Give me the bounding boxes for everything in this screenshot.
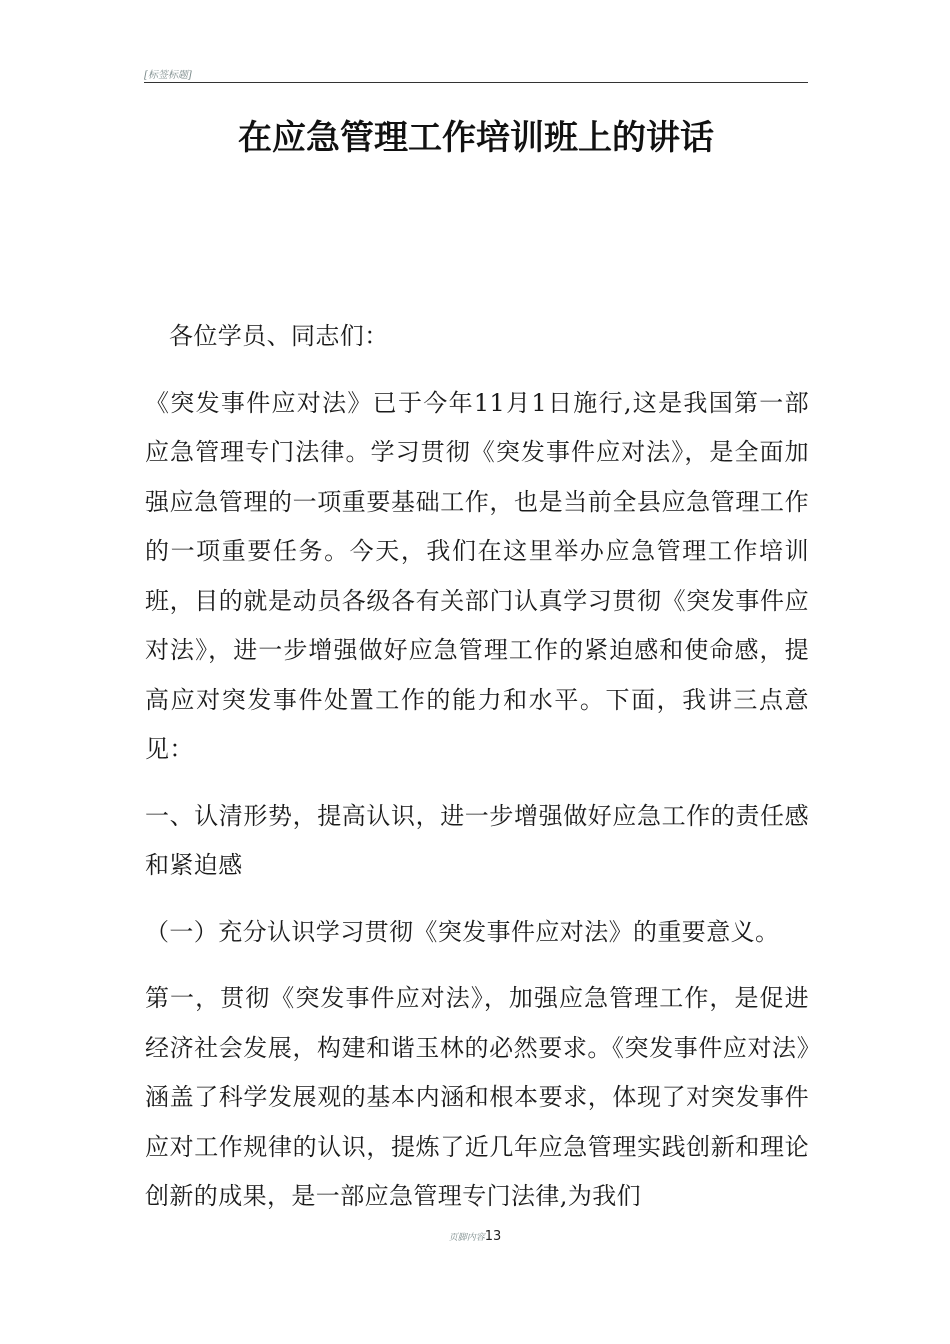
page-footer	[0, 1226, 950, 1246]
paragraph-first-point: 第一，贯彻《突发事件应对法》，加强应急管理工作，是促进经济社会发展，构建和谐玉林的必然要求。《突发事件应对法》涵盖了科学发展观的基本内涵和根本要求，体现了对突发事件应对工作规律的认识，提炼了近几年应急管理实践创新和理论创新的成果，是一部应急管理专门法律,为我们	[145, 984, 809, 1210]
header-label: [标签标题]	[144, 70, 192, 81]
document-title: 在应急管理工作培训班上的讲话	[238, 118, 714, 158]
footer-label: 页脚内容	[448, 1233, 485, 1243]
document-body	[145, 312, 809, 1222]
greeting: 各位学员、同志们：	[169, 322, 389, 350]
page-header	[144, 66, 808, 83]
page-number: 13	[484, 1229, 502, 1244]
paragraph-intro: 《突发事件应对法》已于今年11月1日施行,这是我国第一部应急管理专门法律。学习贯彻《突发事件应对法》，是全面加强应急管理的一项重要基础工作，也是当前全县应急管理工作的一项重要任务。今天，我们在这里举办应急管理工作培训班，目的就是动员各级各有关部门认真学习贯彻《突发事件应对法》，进一步增强做好应急管理工作的紧迫感和使命感，提高应对突发事件处置工作的能力和水平。下面，我讲三点意见：	[145, 388, 809, 763]
subsection-heading-1: （一）充分认识学习贯彻《突发事件应对法》的重要意义。	[145, 917, 780, 946]
section-heading-1: 一、认清形势，提高认识，进一步增强做好应急工作的责任感和紧迫感	[145, 801, 809, 879]
